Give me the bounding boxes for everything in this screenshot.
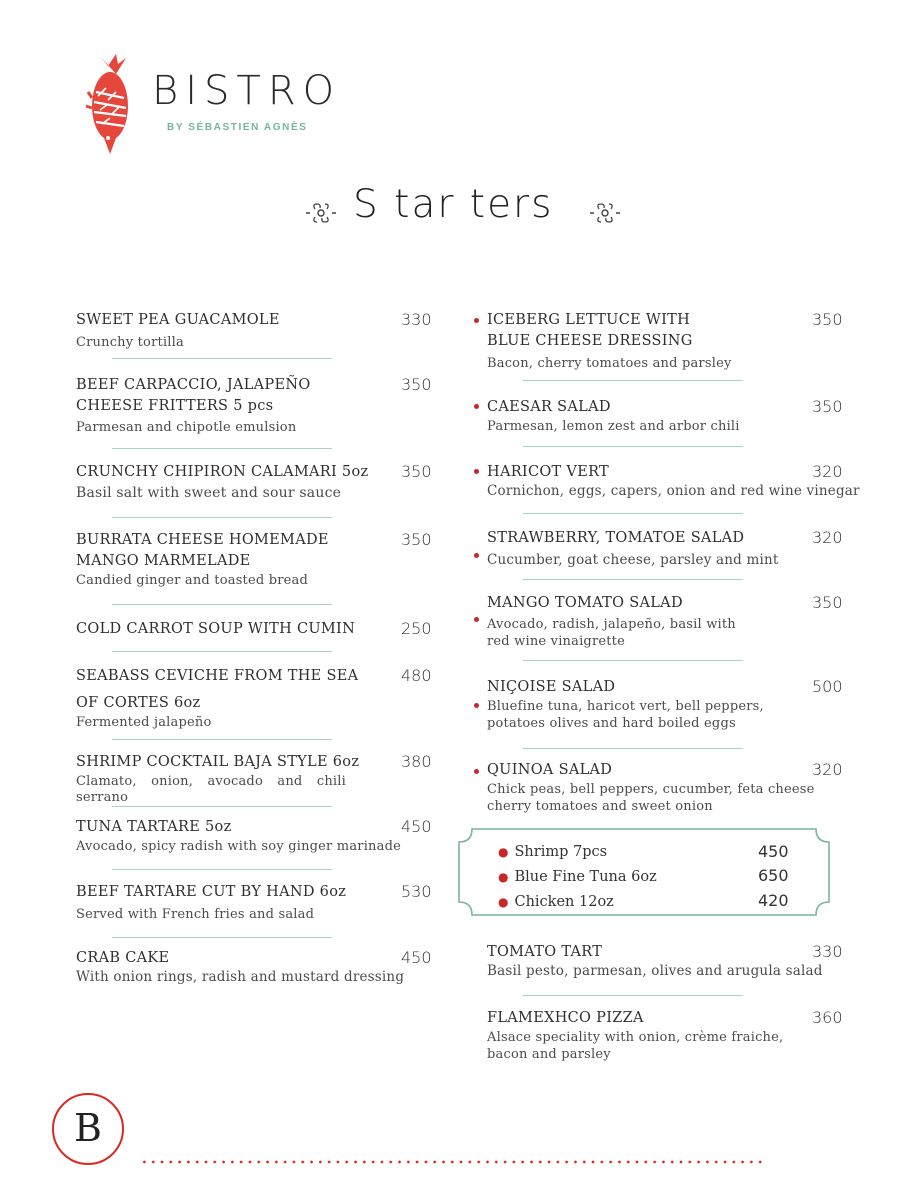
divider [112,869,332,870]
menu-item [76,666,436,731]
divider [112,517,332,518]
dotted-line [140,1160,766,1164]
brand-subtitle: BY SÉBASTIEN AGNÈS [167,122,308,133]
item-desc: Bluefine tuna, haricot vert, bell peppers, potatoes olives and hard boiled eggs [487,699,764,731]
item-price: 530 [401,882,432,901]
item-name: BURRATA CHEESE HOMEMADE MANGO MARMELADE [76,532,329,569]
item-price: 350 [401,375,432,394]
menu-item [487,942,847,980]
red-dot-icon [474,469,479,474]
addons-box [458,828,830,916]
item-name: BEEF CARPACCIO, JALAPEÑO CHEESE FRITTERS 5 pcs [76,377,311,414]
item-name: TOMATO TART [487,944,603,960]
item-desc: Cucumber, goat cheese, parsley and mint [487,552,779,568]
item-name: SHRIMP COCKTAIL BAJA STYLE 6oz [76,754,360,770]
menu-item [487,1008,847,1063]
item-price: 350 [812,397,843,416]
addon-price: 450 [758,842,789,861]
bullet-icon: ● [498,845,509,859]
item-desc: Served with French fries and salad [76,907,315,922]
item-price: 450 [401,948,432,967]
menu-item [76,310,436,351]
flourish-left-icon [304,200,338,226]
menu-item [487,593,847,650]
item-price: 360 [812,1008,843,1027]
divider [523,380,743,381]
item-price: 250 [401,619,432,638]
item-desc: Candied ginger and toasted bread [76,573,309,588]
item-desc: Cornichon, eggs, capers, onion and red wine vinegar [487,483,860,499]
red-dot-icon [474,617,479,622]
item-name: BEEF TARTARE CUT BY HAND 6oz [76,884,347,900]
menu-item [487,760,847,815]
red-dot-icon [474,703,479,708]
menu-item [76,752,436,806]
bullet-icon: ● [498,895,509,909]
bullet-icon: ● [498,870,509,884]
title-row [0,180,920,240]
menu-item [487,397,847,435]
divider [523,995,743,996]
divider [523,446,743,447]
menu-item [76,530,436,589]
addon-name: Blue Fine Tuna 6oz [514,869,657,885]
divider [523,513,743,514]
menu-item [487,310,847,372]
item-name: NIÇOISE SALAD [487,679,616,695]
item-desc: Bacon, cherry tomatoes and parsley [487,356,732,371]
addon-row [498,894,614,910]
item-desc: Fermented jalapeño [76,715,212,730]
divider [112,604,332,605]
divider [112,448,332,449]
page-title: S tar ters [353,182,554,227]
item-desc: Parmesan and chipotle emulsion [76,420,297,435]
divider [112,937,332,938]
divider [112,739,332,740]
item-name-line2: OF CORTES 6oz [76,695,201,711]
item-name: ICEBERG LETTUCE WITH BLUE CHEESE DRESSING [487,312,693,349]
menu-item [487,462,860,500]
divider [523,660,743,661]
item-desc: Alsace speciality with onion, crème fraiche, bacon and parsley [487,1030,784,1062]
menu-item [76,882,436,923]
menu-item [76,375,436,436]
item-price: 350 [401,462,432,481]
addon-price: 650 [758,866,789,885]
menu-item [76,619,436,640]
item-desc: Parmesan, lemon zest and arbor chili [487,419,740,434]
item-name: FLAMEXHCO PIZZA [487,1010,644,1026]
brand-name: BISTRO [152,68,342,114]
addon-name: Shrimp 7pcs [514,844,608,860]
item-price: 380 [401,752,432,771]
item-name: STRAWBERRY, TOMATOE SALAD [487,530,745,546]
item-desc: Basil salt with sweet and sour sauce [76,485,342,501]
divider [112,806,332,807]
menu-item [76,817,436,855]
item-name: CRAB CAKE [76,950,170,966]
divider [112,358,332,359]
red-dot-icon [474,404,479,409]
menu-item [76,948,436,986]
divider [112,651,332,652]
item-price: 320 [812,528,843,547]
item-name: TUNA TARTARE 5oz [76,819,232,835]
item-desc: Basil pesto, parmesan, olives and arugula salad [487,963,823,979]
item-price: 320 [812,462,843,481]
item-name: COLD CARROT SOUP WITH CUMIN [76,621,356,637]
item-price: 320 [812,760,843,779]
item-desc: Avocado, spicy radish with soy ginger marinade [76,839,401,854]
item-price: 350 [401,530,432,549]
red-dot-icon [474,318,479,323]
red-dot-icon [474,769,479,774]
divider [523,579,743,580]
item-name: HARICOT VERT [487,464,610,480]
fish-logo-icon [86,52,134,156]
addon-row [498,844,607,860]
item-price: 330 [812,942,843,961]
brand-badge: B [52,1093,124,1165]
item-name: SEABASS CEVICHE FROM THE SEA [76,668,359,684]
flourish-right-icon [588,200,622,226]
divider [523,748,743,749]
item-name: MANGO TOMATO SALAD [487,595,683,611]
menu-item [76,462,436,502]
item-price: 480 [401,666,432,685]
menu-item [487,677,847,732]
item-desc: Chick peas, bell peppers, cucumber, feta cheese cherry tomatoes and sweet onion [487,782,815,814]
item-desc: Avocado, radish, jalapeño, basil with red wine vinaigrette [487,617,736,649]
item-desc: Clamato, onion, avocado and chili serrano [76,774,346,805]
item-price: 500 [812,677,843,696]
addon-row [498,869,657,885]
item-name: CAESAR SALAD [487,399,611,415]
item-name: CRUNCHY CHIPIRON CALAMARI 5oz [76,464,369,480]
item-desc: With onion rings, radish and mustard dressing [76,969,405,985]
addon-price: 420 [758,891,789,910]
item-name: QUINOA SALAD [487,762,613,778]
item-name: SWEET PEA GUACAMOLE [76,312,280,328]
item-price: 350 [812,310,843,329]
item-price: 330 [401,310,432,329]
item-desc: Crunchy tortilla [76,335,184,350]
red-dot-icon [474,553,479,558]
item-price: 450 [401,817,432,836]
menu-item [487,528,847,569]
addon-name: Chicken 12oz [514,894,614,910]
item-price: 350 [812,593,843,612]
